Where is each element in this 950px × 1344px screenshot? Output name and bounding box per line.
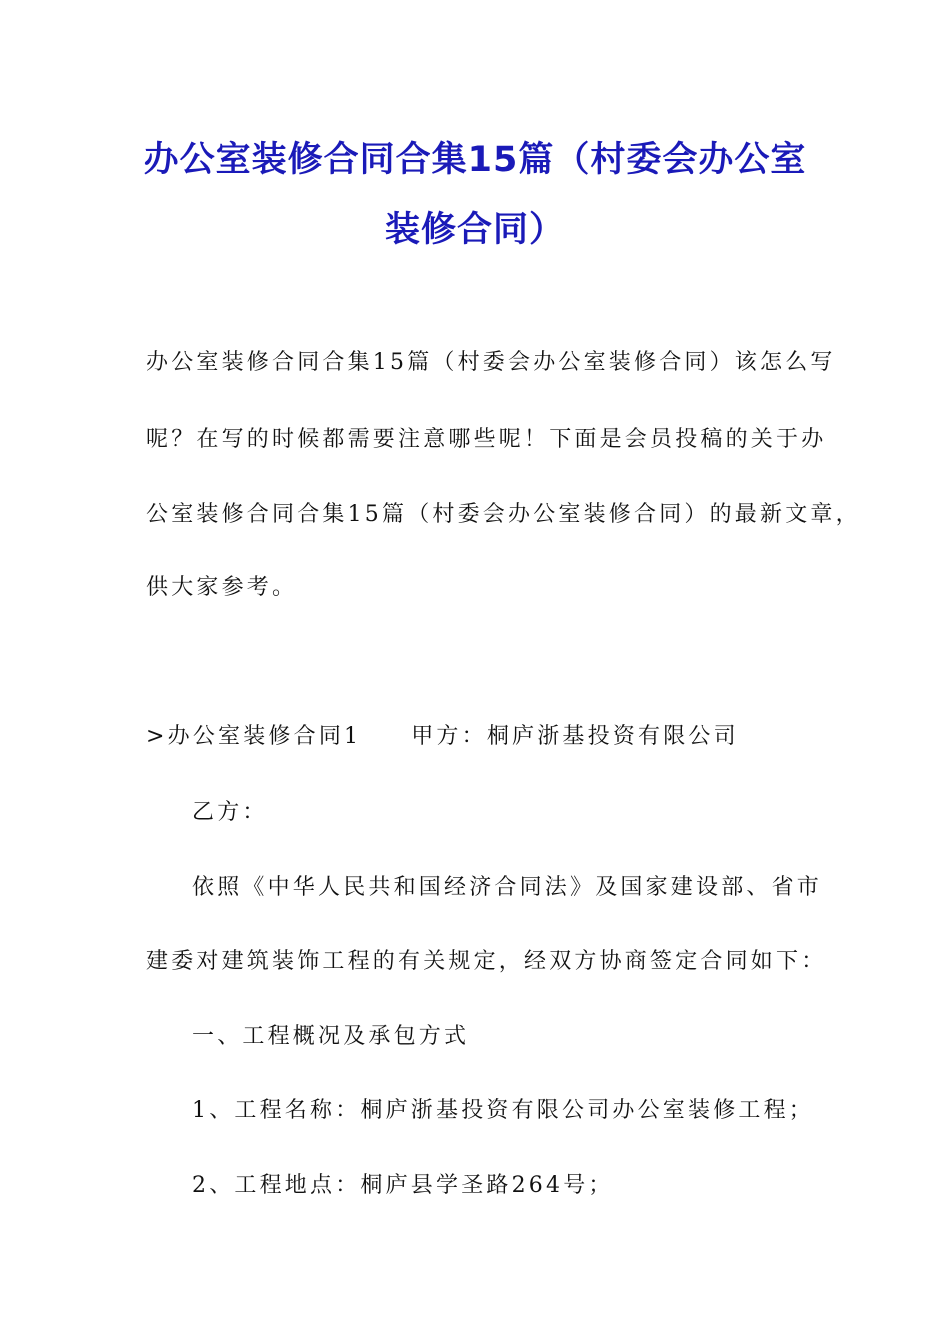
party-b: 乙方：	[192, 800, 268, 825]
intro-line-4: 供大家参考。	[146, 575, 298, 600]
intro-line-3: 公室装修合同合集15篇（村委会办公室装修合同）的最新文章，	[146, 502, 861, 527]
paragraph1-line-2: 建委对建筑装饰工程的有关规定，经双方协商签定合同如下：	[146, 949, 827, 974]
clause-item-2: 2、工程地点：桐庐县学圣路264号；	[192, 1173, 614, 1198]
section-heading: >办公室装修合同1	[146, 724, 362, 749]
paragraph1-line-1: 依照《中华人民共和国经济合同法》及国家建设部、省市	[192, 875, 823, 900]
clause-item-1: 1、工程名称：桐庐浙基投资有限公司办公室装修工程；	[192, 1098, 814, 1123]
document-title-line-1: 办公室装修合同合集15篇（村委会办公室	[143, 140, 807, 180]
party-a: 甲方：桐庐浙基投资有限公司	[411, 724, 739, 749]
document-title-line-2: 装修合同）	[384, 210, 565, 250]
clause-heading: 一、工程概况及承包方式	[192, 1024, 470, 1049]
intro-line-1: 办公室装修合同合集15篇（村委会办公室装修合同）该怎么写	[146, 350, 836, 375]
intro-line-2: 呢？在写的时候都需要注意哪些呢！下面是会员投稿的关于办	[146, 427, 827, 452]
section-heading-row	[146, 719, 739, 750]
